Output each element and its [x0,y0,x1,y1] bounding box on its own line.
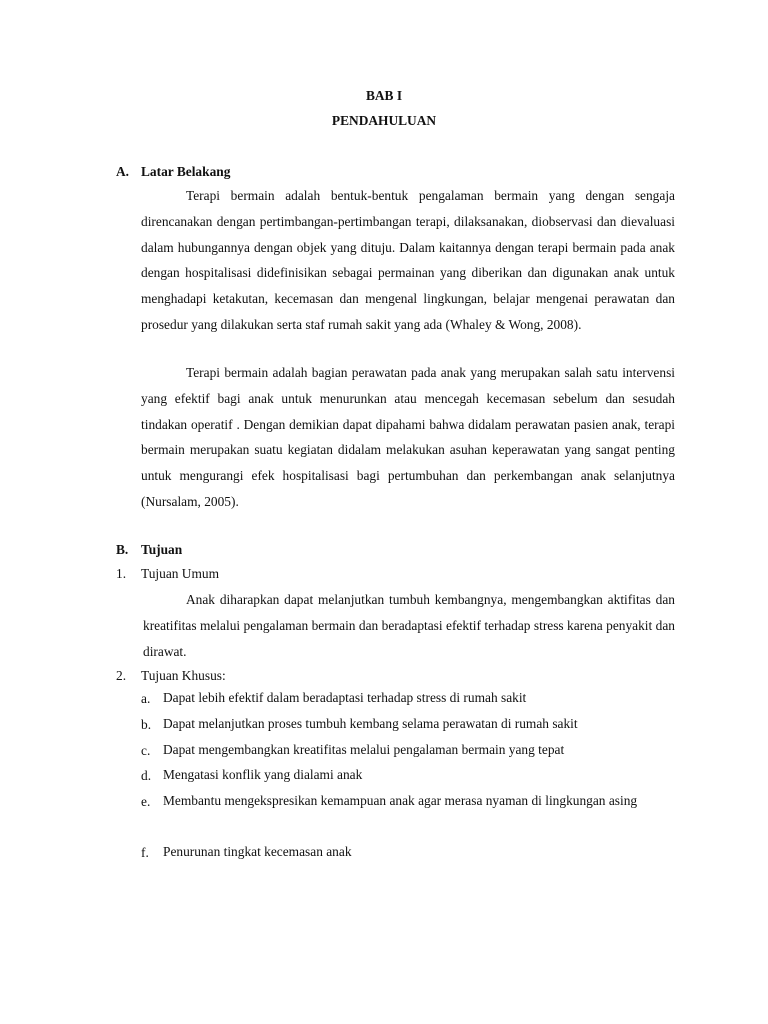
section-a-paragraph-1: Terapi bermain adalah bentuk-bentuk pengalaman bermain yang dengan sengaja direncanakan dengan pertimbangan-pertimbangan terapi, dilaksanakan, diobservasi dan dievaluasi dalam hubungannya dengan objek yang dituju. Dalam kaitannya dengan terapi bermain pada anak dengan hospitalisasi didefinisikan sebagai permainan yang diberikan dan digunakan anak untuk menghadapi ketakutan, kecemasan dan mengenal lingkungan, belajar mengenai perawatan dan prosedur yang dilakukan serta staf rumah sakit yang ada (Whaley & Wong, 2008). [141,188,675,332]
list-item-marker: a. [141,691,151,706]
list-item-text: Membantu mengekspresikan kemampuan anak agar merasa nyaman di lingkungan asing [163,793,638,808]
list-item-marker: b. [141,717,152,732]
general-objective-paragraph: Anak diharapkan dapat melanjutkan tumbuh kembangnya, mengembangkan aktifitas dan kreatifitas melalui pengalaman bermain dan beradaptasi efektif terhadap stress karena penyakit dan dirawat. [143,592,675,659]
list-item-marker: c. [141,743,151,758]
list-item-text: Dapat mengembangkan kreatifitas melalui pengalaman bermain yang tepat [163,742,565,757]
list-item-marker: e. [141,794,151,809]
list-item-text: Dapat lebih efektif dalam beradaptasi terhadap stress di rumah sakit [163,690,527,705]
general-objective-title: Tujuan Umum [141,566,220,581]
list-item-marker: d. [141,768,152,783]
list-item-text: Dapat melanjutkan proses tumbuh kembang selama perawatan di rumah sakit [163,716,578,731]
list-item-text: Mengatasi konflik yang dialami anak [163,767,363,782]
section-a-title: Latar Belakang [141,164,231,179]
section-a-marker: A. [116,164,130,179]
section-b-marker: B. [116,542,129,557]
chapter-title: PENDAHULUAN [331,113,437,128]
general-objective-marker: 1. [116,566,127,581]
chapter-number: BAB I [365,88,403,103]
section-a-paragraph-2: Terapi bermain adalah bagian perawatan pada anak yang merupakan salah satu intervensi yang efektif bagi anak untuk menurunkan atau mencegah kecemasan sebelum dan sesudah tindakan operatif . Dengan demikian dapat dipahami bahwa didalam perawatan pasien anak, terapi bermain merupakan suatu kegiatan didalam melakukan asuhan keperawatan yang sangat penting untuk mengurangi efek hospitalisasi bagi pertumbuhan dan perkembangan anak selanjutnya (Nursalam, 2005). [141,365,675,509]
specific-objective-title: Tujuan Khusus: [141,668,226,683]
section-b-title: Tujuan [141,542,183,557]
list-item-text: Penurunan tingkat kecemasan anak [163,844,352,859]
specific-objective-marker: 2. [116,668,127,683]
list-item-marker: f. [141,845,149,860]
